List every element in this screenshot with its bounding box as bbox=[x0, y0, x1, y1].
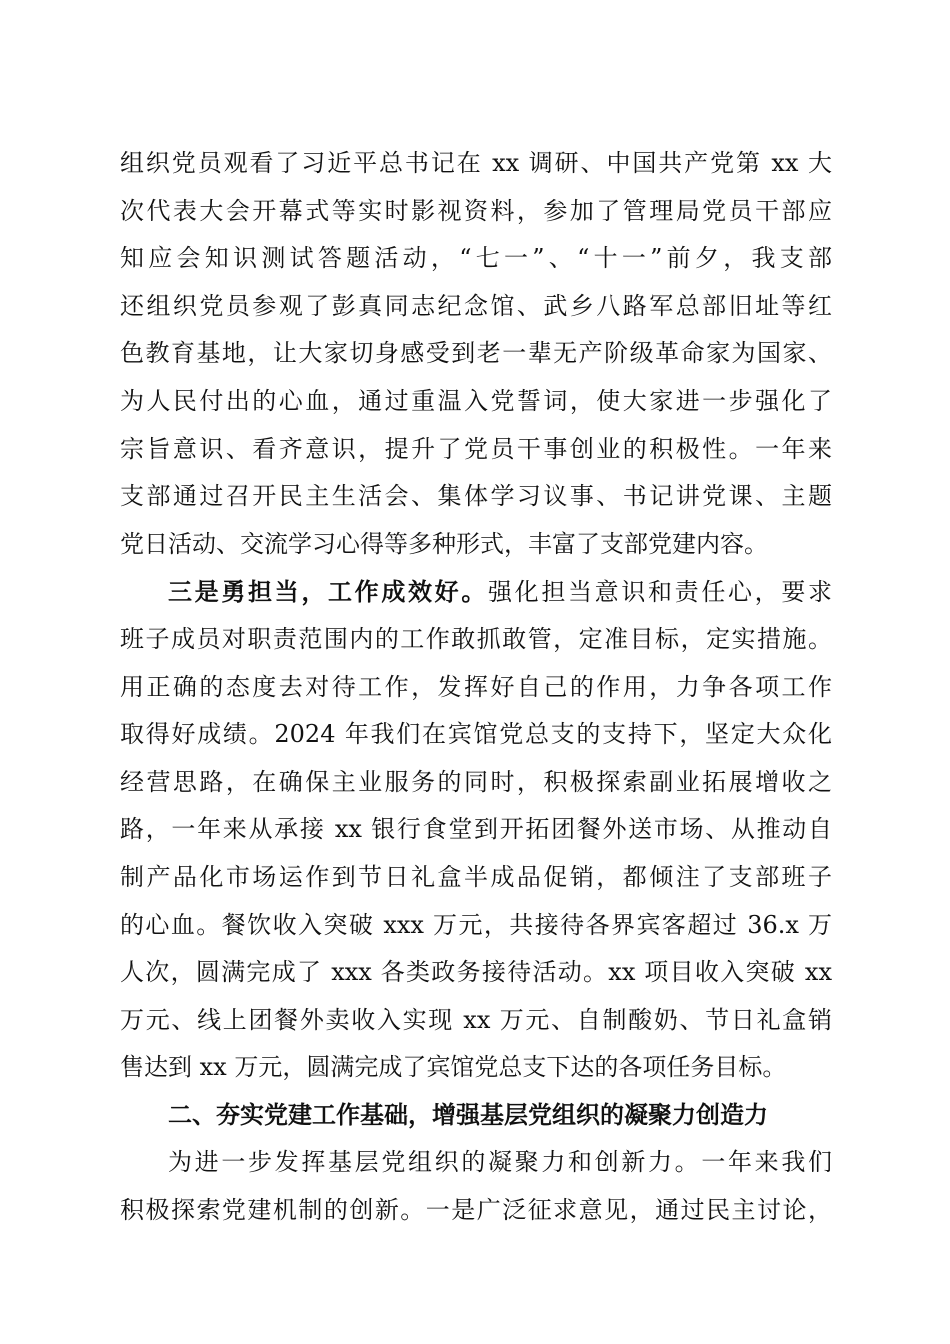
paragraph-lead-bold: 三是勇担当，工作成效好。 bbox=[168, 577, 488, 607]
text-line-first bbox=[120, 568, 832, 616]
text-line: 路，一年来从承接 xx 银行食堂到开拓团餐外送市场、从推动自 bbox=[120, 815, 832, 844]
text-line: 班子成员对职责范围内的工作敢抓敢管，定准目标，定实措施。 bbox=[120, 624, 832, 653]
text-line: 制产品化市场运作到节日礼盒半成品促销，都倾注了支部班子 bbox=[120, 862, 832, 891]
paragraph-responsibility bbox=[120, 568, 832, 1092]
text-line: 还组织党员参观了彭真同志纪念馆、武乡八路军总部旧址等红 bbox=[120, 291, 832, 320]
text-line: 支部通过召开民主生活会、集体学习议事、书记讲党课、主题 bbox=[120, 482, 832, 511]
section-heading: 二、夯实党建工作基础，增强基层党组织的凝聚力创造力 bbox=[168, 1100, 768, 1129]
text-line: 万元、线上团餐外卖收入实现 xx 万元、自制酸奶、节日礼盒销 bbox=[120, 1005, 832, 1034]
text-line: 取得好成绩。2024 年我们在宾馆党总支的支持下，坚定大众化 bbox=[120, 720, 832, 749]
text-line: 人次，圆满完成了 xxx 各类政务接待活动。xx 项目收入突破 xx bbox=[120, 958, 832, 987]
text-line: 党日活动、交流学习心得等多种形式，丰富了支部党建内容。 bbox=[120, 529, 768, 558]
text-line: 为进一步发挥基层党组织的凝聚力和创新力。一年来我们 bbox=[168, 1148, 832, 1177]
paragraph-mechanism bbox=[120, 1139, 832, 1234]
text-line: 经营思路，在确保主业服务的同时，积极探索副业拓展增收之 bbox=[120, 767, 832, 796]
text-line: 的心血。餐饮收入突破 xxx 万元，共接待各界宾客超过 36.x 万 bbox=[120, 910, 832, 939]
text-line: 色教育基地，让大家切身感受到老一辈无产阶级革命家为国家、 bbox=[120, 339, 832, 368]
text-line: 宗旨意识、看齐意识，提升了党员干事创业的积极性。一年来 bbox=[120, 434, 832, 463]
paragraph-lead-rest: 强化担当意识和责任心，要求 bbox=[488, 578, 832, 607]
text-line: 售达到 xx 万元，圆满完成了宾馆党总支下达的各项任务目标。 bbox=[120, 1053, 787, 1082]
text-line: 为人民付出的心血，通过重温入党誓词，使大家进一步强化了 bbox=[120, 386, 832, 415]
text-line: 知应会知识测试答题活动，“七一”、“十一”前夕，我支部 bbox=[120, 244, 832, 273]
text-line: 组织党员观看了习近平总书记在 xx 调研、中国共产党第 xx 大 bbox=[120, 149, 832, 177]
text-line: 用正确的态度去对待工作，发挥好自己的作用，力争各项工作 bbox=[120, 672, 832, 701]
text-line: 次代表大会开幕式等实时影视资料，参加了管理局党员干部应 bbox=[120, 196, 832, 225]
paragraph-party-education bbox=[120, 140, 832, 568]
text-line: 积极探索党建机制的创新。一是广泛征求意见，通过民主讨论， bbox=[120, 1196, 832, 1225]
document-body bbox=[120, 140, 832, 1235]
